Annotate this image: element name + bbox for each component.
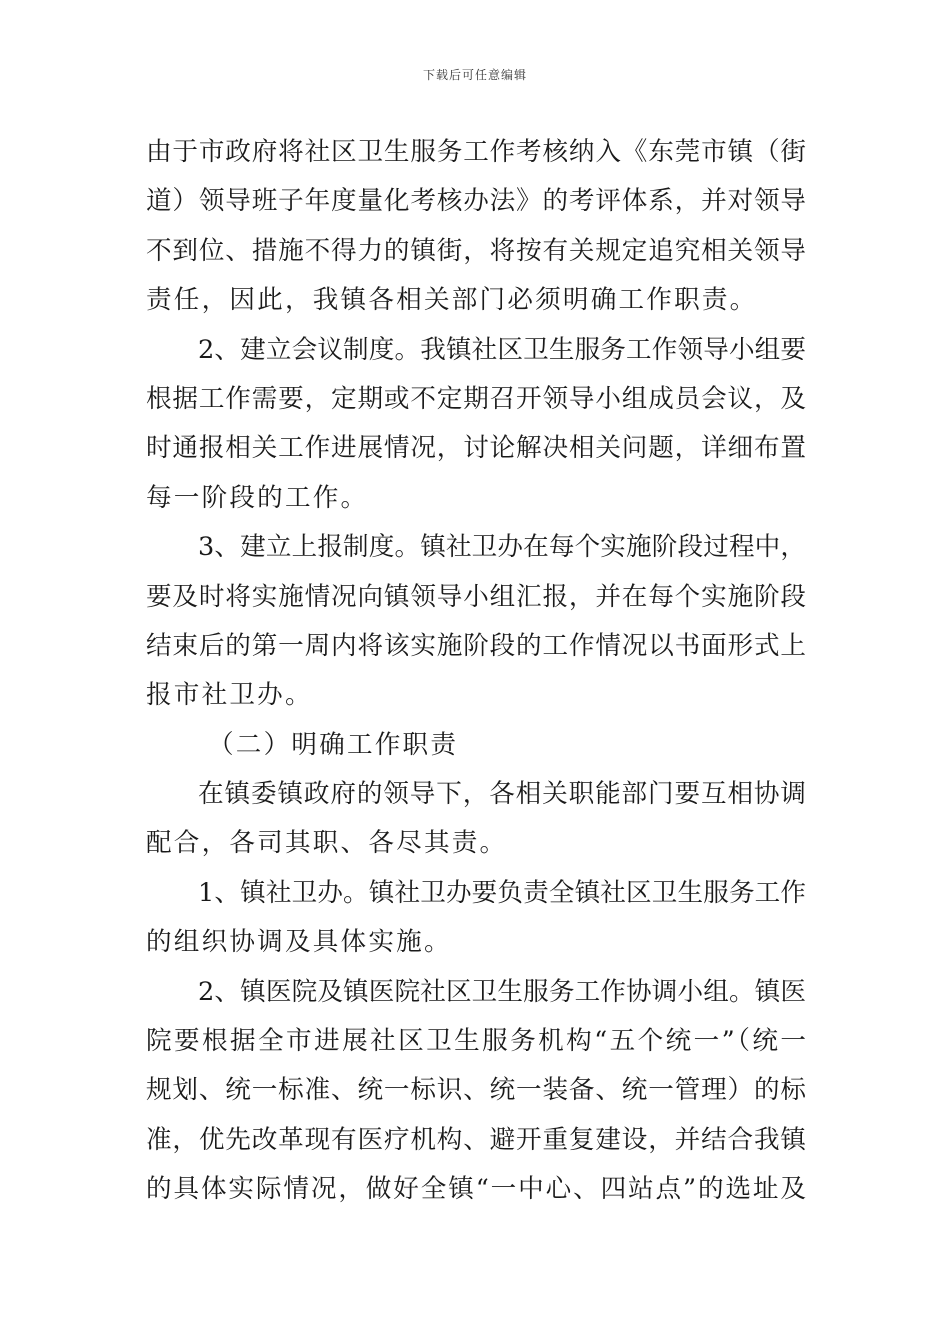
text-line: 院要根据全市进展社区卫生服务机构“五个统一”（统一	[146, 1026, 806, 1057]
text-line: 每一阶段的工作。	[146, 482, 369, 513]
paragraph-start-line: 在镇委镇政府的领导下，各相关职能部门要互相协调	[198, 779, 806, 810]
text-line: 责任，因此，我镇各相关部门必须明确工作职责。	[146, 285, 758, 316]
text-line: 要及时将实施情况向镇领导小组汇报，并在每个实施阶段	[146, 581, 806, 612]
text-line: 道）领导班子年度量化考核办法》的考评体系，并对领导	[146, 186, 806, 217]
paragraph-start-line: 2、镇医院及镇医院社区卫生服务工作协调小组。镇医	[198, 976, 806, 1007]
text-line: 的组织协调及具体实施。	[146, 927, 452, 958]
text-line: 根据工作需要，定期或不定期召开领导小组成员会议，及	[146, 383, 806, 414]
text-line: 配合，各司其职、各尽其责。	[146, 828, 508, 859]
paragraph-start-line: 1、镇社卫办。镇社卫办要负责全镇社区卫生服务工作	[198, 877, 806, 908]
text-line: 的具体实际情况，做好全镇“一中心、四站点”的选址及	[146, 1174, 806, 1205]
text-line: 时通报相关工作进展情况，讨论解决相关问题，详细布置	[146, 433, 806, 464]
text-line: 不到位、措施不得力的镇街，将按有关规定追究相关领导	[146, 235, 806, 266]
text-line: 由于市政府将社区卫生服务工作考核纳入《东莞市镇（街	[146, 137, 806, 167]
page-header-note: 下载后可任意编辑	[422, 68, 527, 82]
section-heading: （二）明确工作职责	[208, 729, 459, 760]
text-line: 报市社卫办。	[146, 680, 313, 711]
text-line: 准，优先改革现有医疗机构、避开重复建设，并结合我镇	[146, 1124, 806, 1155]
document-body	[146, 128, 806, 1215]
text-line: 结束后的第一周内将该实施阶段的工作情况以书面形式上	[146, 630, 806, 661]
text-line: 规划、统一标准、统一标识、统一装备、统一管理）的标	[146, 1075, 806, 1106]
paragraph-start-line: 3、建立上报制度。镇社卫办在每个实施阶段过程中，	[198, 532, 806, 563]
paragraph-start-line: 2、建立会议制度。我镇社区卫生服务工作领导小组要	[198, 334, 806, 365]
